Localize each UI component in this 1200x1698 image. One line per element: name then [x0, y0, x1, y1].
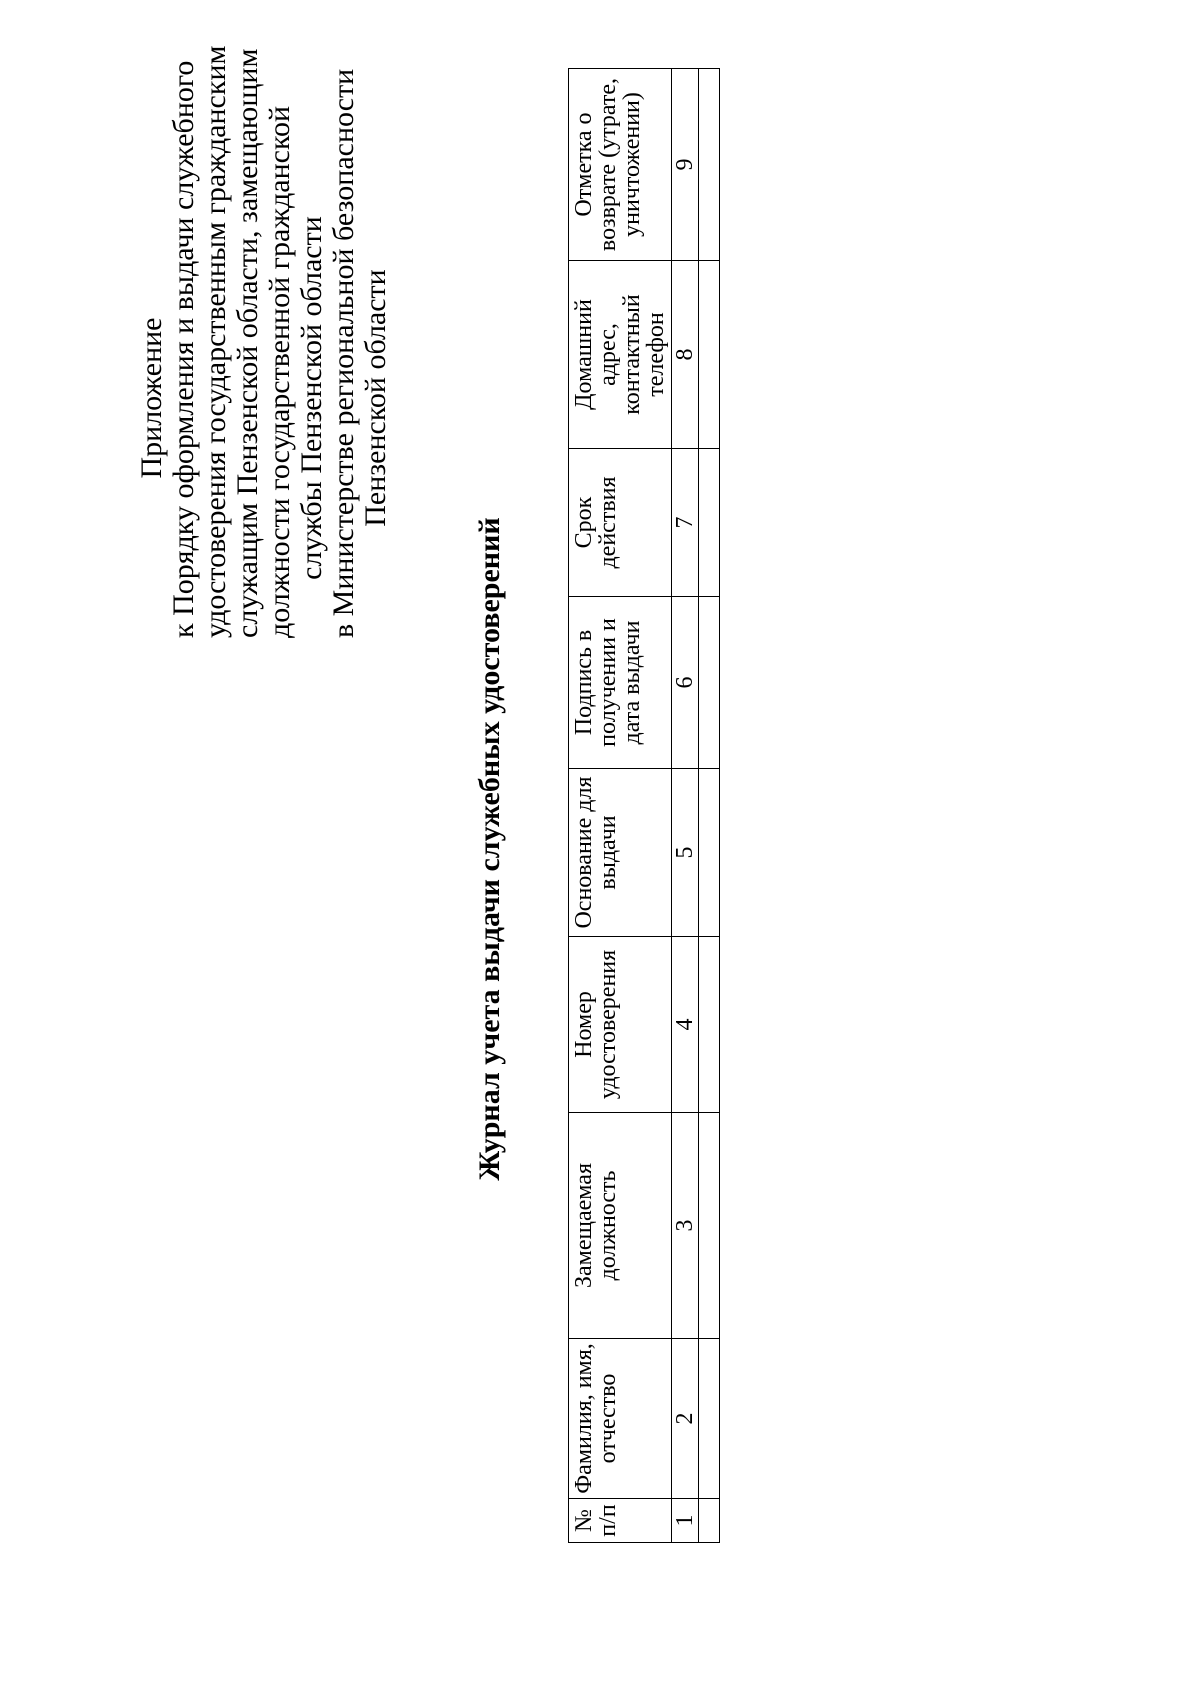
column-number-row — [672, 69, 699, 1543]
appendix-header — [135, 45, 392, 638]
empty-cell — [699, 1113, 720, 1339]
column-header: Подпись в получении и дата выдачи — [569, 597, 672, 769]
appendix-line: служащим Пензенской области, замещающим — [231, 48, 264, 638]
appendix-line: Приложение — [135, 317, 168, 479]
empty-row — [699, 69, 720, 1543]
appendix-line: Пензенской области — [359, 269, 392, 527]
appendix-line: удостоверения государственным гражданским — [199, 45, 232, 638]
empty-cell — [699, 1499, 720, 1543]
column-number: 4 — [672, 937, 699, 1113]
appendix-line: в Министерстве региональной безопасности — [327, 68, 360, 638]
column-header: Отметка о возврате (утрате, уничтожении) — [569, 69, 672, 261]
empty-cell — [699, 937, 720, 1113]
column-number: 8 — [672, 261, 699, 449]
empty-cell — [699, 597, 720, 769]
column-header: № п/п — [569, 1499, 672, 1543]
column-number: 5 — [672, 769, 699, 937]
column-header: Срок действия — [569, 449, 672, 597]
appendix-line: к Порядку оформления и выдачи служебного — [167, 60, 200, 638]
journal-table — [568, 68, 720, 1543]
appendix-line: должности государственной гражданской — [263, 105, 296, 638]
column-header: Основание для выдачи — [569, 769, 672, 937]
empty-cell — [699, 69, 720, 261]
column-number: 2 — [672, 1339, 699, 1499]
empty-cell — [699, 261, 720, 449]
empty-cell — [699, 769, 720, 937]
column-number: 9 — [672, 69, 699, 261]
column-header: Домашний адрес, контактный телефон — [569, 261, 672, 449]
appendix-line: службы Пензенской области — [295, 216, 328, 580]
column-header: Замещаемая должность — [569, 1113, 672, 1339]
column-number: 6 — [672, 597, 699, 769]
column-number: 7 — [672, 449, 699, 597]
empty-cell — [699, 1339, 720, 1499]
column-number: 3 — [672, 1113, 699, 1339]
empty-cell — [699, 449, 720, 597]
column-number: 1 — [672, 1499, 699, 1543]
column-header: Фамилия, имя, отчество — [569, 1339, 672, 1499]
header-row — [569, 69, 672, 1543]
column-header: Номер удостоверения — [569, 937, 672, 1113]
journal-title: Журнал учета выдачи служебных удостоверений — [473, 517, 506, 1181]
